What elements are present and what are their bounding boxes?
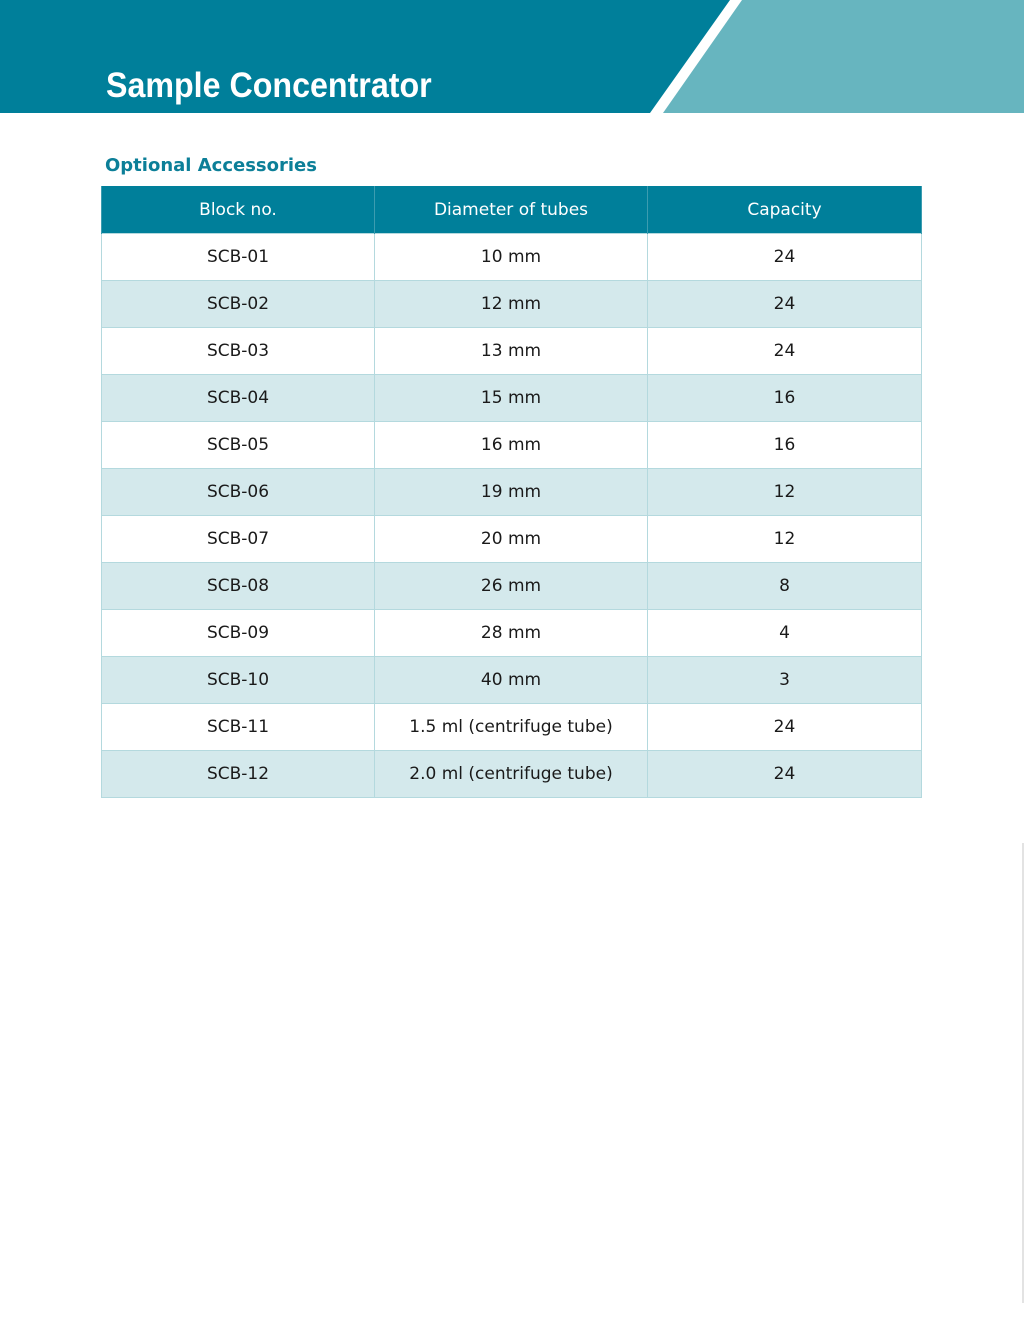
table-header-row (102, 186, 922, 234)
cell-block-no: SCB-06 (102, 469, 375, 516)
column-header-diameter: Diameter of tubes (375, 186, 648, 234)
cell-block-no: SCB-05 (102, 422, 375, 469)
cell-capacity: 12 (648, 516, 922, 563)
cell-capacity: 16 (648, 422, 922, 469)
section-title: Optional Accessories (105, 155, 317, 176)
table-row (102, 610, 922, 657)
cell-block-no: SCB-11 (102, 704, 375, 751)
cell-capacity: 16 (648, 375, 922, 422)
cell-diameter: 16 mm (375, 422, 648, 469)
cell-capacity: 24 (648, 281, 922, 328)
accessories-table (101, 186, 922, 798)
table-row (102, 704, 922, 751)
table-row (102, 422, 922, 469)
cell-capacity: 24 (648, 234, 922, 281)
cell-diameter: 28 mm (375, 610, 648, 657)
cell-capacity: 24 (648, 328, 922, 375)
cell-block-no: SCB-09 (102, 610, 375, 657)
cell-block-no: SCB-10 (102, 657, 375, 704)
cell-diameter: 19 mm (375, 469, 648, 516)
cell-diameter: 12 mm (375, 281, 648, 328)
table-row (102, 751, 922, 798)
table-row (102, 328, 922, 375)
cell-capacity: 3 (648, 657, 922, 704)
cell-capacity: 8 (648, 563, 922, 610)
cell-diameter: 2.0 ml (centrifuge tube) (375, 751, 648, 798)
column-header-block-no: Block no. (102, 186, 375, 234)
cell-block-no: SCB-01 (102, 234, 375, 281)
cell-capacity: 24 (648, 704, 922, 751)
cell-block-no: SCB-04 (102, 375, 375, 422)
table-row (102, 469, 922, 516)
table-row (102, 375, 922, 422)
page-title: Sample Concentrator (106, 66, 432, 105)
table-row (102, 563, 922, 610)
cell-diameter: 1.5 ml (centrifuge tube) (375, 704, 648, 751)
cell-capacity: 12 (648, 469, 922, 516)
cell-block-no: SCB-12 (102, 751, 375, 798)
cell-diameter: 13 mm (375, 328, 648, 375)
column-header-capacity: Capacity (648, 186, 922, 234)
cell-capacity: 4 (648, 610, 922, 657)
table-row (102, 516, 922, 563)
table-row (102, 281, 922, 328)
cell-capacity: 24 (648, 751, 922, 798)
cell-block-no: SCB-07 (102, 516, 375, 563)
table-row (102, 234, 922, 281)
cell-block-no: SCB-08 (102, 563, 375, 610)
cell-block-no: SCB-02 (102, 281, 375, 328)
table-row (102, 657, 922, 704)
cell-block-no: SCB-03 (102, 328, 375, 375)
cell-diameter: 15 mm (375, 375, 648, 422)
cell-diameter: 10 mm (375, 234, 648, 281)
cell-diameter: 26 mm (375, 563, 648, 610)
cell-diameter: 40 mm (375, 657, 648, 704)
cell-diameter: 20 mm (375, 516, 648, 563)
